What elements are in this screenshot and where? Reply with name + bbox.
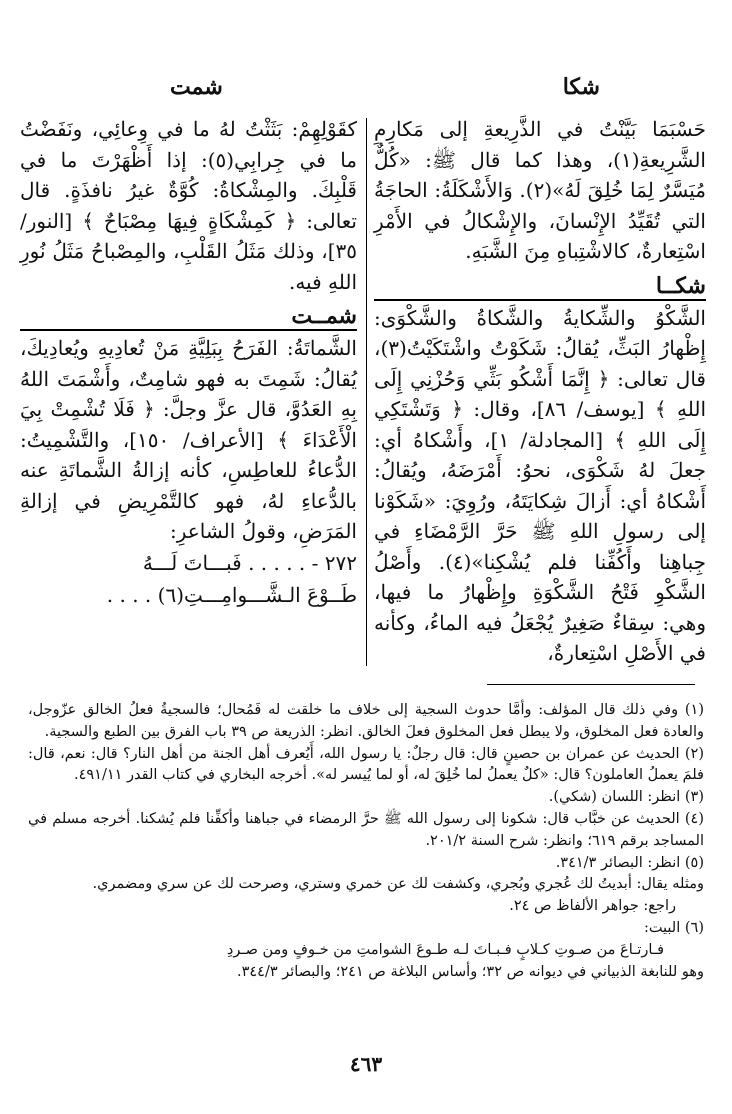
footnote-5-continued: ومثله يقال: أبديتُ لك عُجري وبُجري، وكشفت لك عن خمري وستري، وصرحت لك عن سري ومضمري.	[92, 876, 704, 893]
footnote-2: (٢) الحديث عن عمران بن حصينٍ قال: قال رجلٌ: يا رسول الله، أَيُعرف أهل الجنة من أهل النار؟ قال: نعم، قال: فلمَ يعملُ العاملون؟ قال: «كلٌ يعملُ لما خُلِقَ له، أو لما يُيسر له». أخرجه البخاري في كتاب القدر ٤٩١/١١.	[28, 745, 704, 784]
left-paragraph-1: كقَوْلِهِمْ: بَثَثْتُ لهُ ما في وِعائِي، ونَفَضْتُ ما في جِرابِي(٥): إذا أَظْهَرْتَ ما في قَلْبِكَ. والمِشْكاةُ: كُوَّةٌ غيرُ نافذَةٍ. قال تعالى: ﴿ كَمِشْكَاةٍ فِيهَا مِصْبَاحٌ ﴾ [النور/ ٣٥]، وذلك مَثَلُ القَلْبِ، والمِصْباحُ مَثَلُ نُورِ اللهِ فيه.	[20, 117, 357, 294]
right-paragraph-1: حَسْبَمَا بَيَّنْتُ في الذَّرِيعةِ إلى مَكارِمِ الشَّرِيعةِ(١)، وهذا كما قال ﷺ: «كُلٌّ مُيَسَّرٌ لِمَا خُلِقَ لَهُ»(٢). وَالأَشْكَلَةُ: الحاجَةُ التي تُقَيِّدُ الإِنْسانَ، والإِشْكالُ في الأَمْرِ اسْتِعارةٌ، كالاشْتِباهِ مِنَ الشَّبَهِ.	[374, 117, 707, 263]
footnote-6: (٦) البيت:	[643, 919, 704, 936]
footnote-5: (٥) انظر: البصائر ٣٤١/٣.	[555, 854, 704, 871]
right-paragraph-2: الشَّكْوُ والشِّكايةُ والشَّكاةُ والشَّكْوَى: إِظْهارُ البَثِّ، يُقالُ: شَكَوْتُ واشْتَكَيْتُ(٣)، قال تعالى: ﴿ إِنَّمَا أَشْكُو بَثِّي وَحُزْنِي إِلَى اللهِ ﴾ [يوسف/ ٨٦]، وقال: ﴿ وَتَشْتَكِي إِلَى اللهِ ﴾ [المجادلة/ ١]، وأَشْكاهُ أي: جعلَ لهُ شَكْوَى، نحوُ: أَمْرَضَهُ، ويُقالُ: أَشْكاهُ أي: أَزالَ شِكايَتَهُ، ورُوِيَ: «شَكَوْنا إلى رسولِ اللهِ ﷺ حَرَّ الرَّمْضَاءِ في جِباهِنا وأَكُفِّنا فلم يُشْكِنا»(٤). وأَصْلُ الشَّكْوِ فَتْحُ الشَّكْوَةِ وإِظْهارُ ما فيها، وهي: سِقاءٌ صَغِيرٌ يُجْعَلُ فيه الماءُ، وكأنه في الأَصْلِ اسْتِعارةٌ،	[374, 305, 707, 665]
entry-heading-shamata: شمــت	[20, 303, 357, 331]
left-column	[20, 114, 357, 611]
footnote-5-reference: راجع: جواهر الألفاظ ص ٢٤.	[509, 898, 676, 915]
running-head-right: شكا	[562, 74, 600, 100]
footnote-6-source: وهو للنابغة الذبياني في ديوانه ص ٣٢؛ وأساس البلاغة ص ٢٤١؛ والبصائر ٣٤٤/٣.	[236, 963, 704, 980]
footnotes	[28, 700, 704, 983]
entry-heading-shaka: شكــا	[374, 273, 706, 301]
page-number: ٤٦٣	[349, 1052, 383, 1076]
footnote-1: (١) وفي ذلك قال المؤلف: وأمَّا حدوث السجية إلى خلاف ما خلقت له فَمُحال؛ فالسجيةُ فعلُ الخالق عزّوجل، والعادة فعل المخلوق، ولا يبطل فعل المخلوق فعلَ الخالق. انظر: الذريعة ص ٣٩ باب الفرق بين الطبع والسجية.	[28, 702, 704, 740]
footnote-3: (٣) انظر: اللسان (شكي).	[548, 789, 704, 806]
footnote-6-poem: فـارتـاعَ من صـوتِ كـلابٍ فـبـاتَ لـه طـوعَ الشوامتِ من خـوفٍ ومن صـردِ	[226, 941, 664, 958]
verse-line-1: ٢٧٢ - . . . . . فَبـــاتَ لَـــهُ	[142, 550, 357, 575]
column-divider	[366, 118, 367, 666]
verse-line-2: طَــوْعَ الـشَّـــوامِـــتِ(٦) . . . .	[106, 582, 357, 607]
left-paragraph-2: الشَّماتَةُ: الفَرَحُ بِبَلِيَّةِ مَنْ تُعادِيهِ ويُعادِيكَ، يُقالُ: شَمِتَ به فهو شامِتٌ، وأَشْمَتَ اللهُ بِهِ العَدُوَّ، قال عزَّ وجلَّ: ﴿ فَلَا تُشْمِتْ بِيَ الْأَعْدَاءَ ﴾ [الأعراف/ ١٥٠]، والتَّشْمِيتُ: الدُّعاءُ للعاطِسِ، كأنه إزالةُ الشَّماتَةِ عنه بالدُّعاءِ لهُ، فهو كالتَّمْرِيضِ في إزالةِ المَرَضِ، وقولُ الشاعرِ:	[20, 336, 357, 543]
footnote-separator	[487, 684, 695, 685]
footnote-4: (٤) الحديث عن خبَّاب قال: شكونا إلى رسول الله ﷺ حرَّ الرمضاء في جباهنا وأكفِّنا فلم يُشكنا. أخرجه مسلم في المساجد برقم ٦١٩؛ وانظر: شرح السنة ٢٠١/٢.	[28, 810, 704, 849]
right-column	[374, 114, 706, 669]
running-head-left: شمت	[170, 74, 223, 100]
